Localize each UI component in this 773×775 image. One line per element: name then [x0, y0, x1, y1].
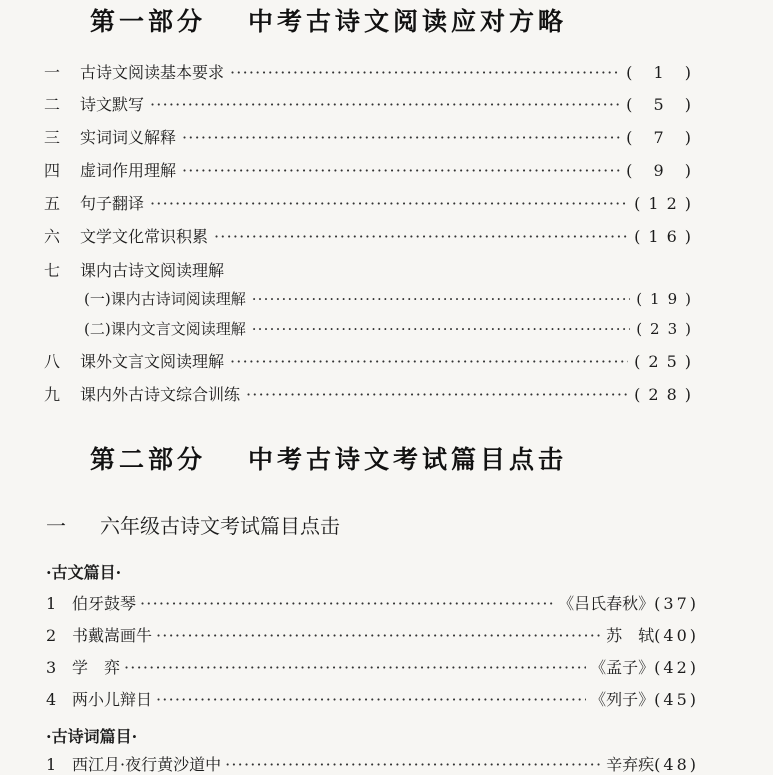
entry-title: 书戴嵩画牛 [72, 626, 153, 645]
entry-page: (23) [636, 320, 699, 338]
entry-title: 课内外古诗文综合训练 [80, 385, 241, 404]
dot-leader [150, 95, 620, 114]
part2-title: 中考古诗文考试篇目点击 [248, 445, 568, 474]
entry-title: (二)课内文言文阅读理解 [84, 320, 246, 338]
entry-title: 句子翻译 [80, 194, 145, 213]
entry-source: 《孟子》 [590, 658, 655, 677]
part1-heading [90, 2, 567, 38]
toc-entry[interactable] [44, 60, 699, 83]
entry-page: ( 7 ) [626, 128, 699, 147]
dot-leader [252, 290, 630, 308]
toc-entry[interactable] [44, 125, 699, 148]
entry-source: 辛弃疾 [606, 755, 655, 774]
toc-entry[interactable] [44, 191, 699, 214]
toc-entry[interactable] [44, 382, 699, 405]
entry-page: (37) [654, 594, 699, 613]
toc-entry[interactable] [44, 92, 699, 115]
entry-page: ( 9 ) [626, 161, 699, 180]
part2-heading [90, 440, 567, 476]
entry-title: 两小儿辩日 [72, 690, 153, 709]
entry-page: (42) [654, 658, 699, 677]
entry-title: 课内古诗文阅读理解 [80, 261, 225, 280]
entry-number: 八 [44, 352, 61, 371]
toc-entry[interactable] [44, 258, 699, 281]
part2-label: 第二部分 [90, 445, 207, 474]
entry-page: (12) [634, 194, 699, 213]
toc-entry[interactable] [44, 224, 699, 247]
part1-title: 中考古诗文阅读应对方略 [248, 7, 568, 36]
entry-number: 1 [46, 594, 57, 613]
toc-entry[interactable] [46, 591, 699, 614]
toc-entry[interactable] [44, 349, 699, 372]
entry-title: 学 弈 [72, 658, 121, 677]
dot-leader [252, 320, 630, 338]
entry-number: 2 [46, 626, 57, 645]
entry-number: 九 [44, 385, 61, 404]
entry-number: 六 [44, 227, 61, 246]
part1-label: 第一部分 [90, 7, 207, 36]
entry-title: 虚词作用理解 [80, 161, 177, 180]
entry-page: ( 1 ) [626, 63, 699, 82]
group-label-poetry: ·古诗词篇目· [46, 727, 138, 746]
entry-page: (45) [654, 690, 699, 709]
entry-number: 1 [46, 755, 57, 774]
entry-title: 课外文言文阅读理解 [80, 352, 225, 371]
entry-number: 3 [46, 658, 57, 677]
entry-page: (40) [654, 626, 699, 645]
dot-leader [140, 594, 554, 613]
dot-leader [225, 755, 602, 774]
toc-entry[interactable] [46, 752, 699, 775]
dot-leader [182, 128, 620, 147]
dot-leader [124, 658, 586, 677]
entry-number: 一 [44, 63, 61, 82]
dot-leader [156, 626, 602, 645]
dot-leader [246, 385, 628, 404]
entry-source: 《列子》 [590, 690, 655, 709]
entry-title: 诗文默写 [80, 95, 145, 114]
entry-source: 苏 轼 [606, 626, 655, 645]
toc-entry[interactable] [44, 158, 699, 181]
dot-leader [230, 352, 628, 371]
group-label-prose: ·古文篇目· [46, 563, 122, 582]
entry-title: 西江月·夜行黄沙道中 [72, 755, 222, 774]
toc-subentry[interactable] [84, 288, 699, 309]
entry-page: (28) [634, 385, 699, 404]
entry-title: 实词词义解释 [80, 128, 177, 147]
toc-entry[interactable] [46, 623, 699, 646]
entry-number: 五 [44, 194, 61, 213]
dot-leader [214, 227, 628, 246]
section-heading [46, 510, 340, 539]
section-title: 六年级古诗文考试篇目点击 [100, 514, 340, 538]
entry-title: 文学文化常识积累 [80, 227, 209, 246]
dot-leader [182, 161, 620, 180]
entry-number: 二 [44, 95, 61, 114]
dot-leader [156, 690, 586, 709]
entry-title: 古诗文阅读基本要求 [80, 63, 225, 82]
toc-entry[interactable] [46, 655, 699, 678]
entry-source: 《吕氏春秋》 [558, 594, 655, 613]
entry-number: 三 [44, 128, 61, 147]
entry-page: (16) [634, 227, 699, 246]
entry-title: (一)课内古诗词阅读理解 [84, 290, 246, 308]
entry-number: 七 [44, 261, 61, 280]
entry-page: (48) [654, 755, 699, 774]
entry-page: ( 5 ) [626, 95, 699, 114]
toc-entry[interactable] [46, 687, 699, 710]
toc-subentry[interactable] [84, 318, 699, 339]
dot-leader [230, 63, 620, 82]
section-number: 一 [46, 514, 66, 538]
entry-page: (25) [634, 352, 699, 371]
entry-title: 伯牙鼓琴 [72, 594, 137, 613]
dot-leader [150, 194, 628, 213]
entry-number: 4 [46, 690, 57, 709]
entry-number: 四 [44, 161, 61, 180]
entry-page: (19) [636, 290, 699, 308]
